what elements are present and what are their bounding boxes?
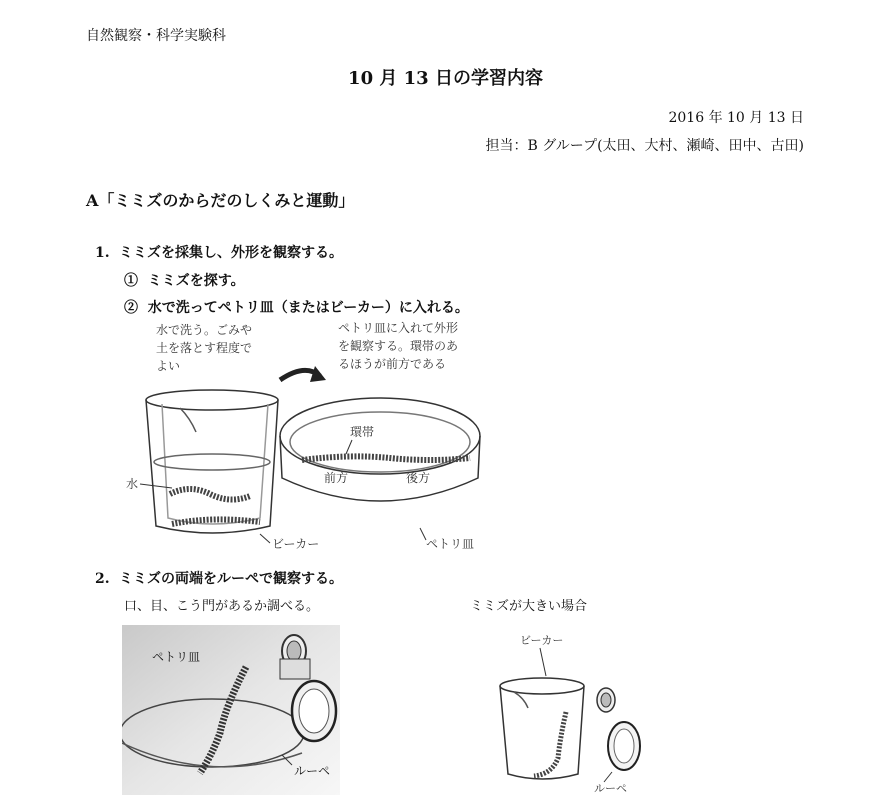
note-left-line-3: よい [156, 359, 181, 373]
label-loupe-2: ルーペ [294, 764, 331, 778]
item-1 [95, 242, 343, 262]
beaker-icon [146, 390, 278, 533]
item-1-number: 1. [95, 245, 110, 261]
label-water: 水 [126, 477, 139, 491]
staff-line: 担当：B グループ(太田、大村、瀬崎、田中、古田) [485, 138, 804, 154]
beaker-small-icon [500, 678, 584, 779]
section-a-heading: A「ミミズのからだのしくみと運動」 [86, 191, 355, 210]
note-right-line-2: を観察する。環帯のあ [338, 339, 459, 353]
label-clitellum: 環帯 [350, 425, 375, 439]
note-right-line-3: るほうが前方である [338, 357, 447, 371]
label-front: 前方 [324, 471, 349, 485]
note-left-line-1: 水で洗う。ごみや [156, 323, 253, 337]
item-2-text: ミミズの両端をルーペで観察する。 [119, 571, 343, 587]
loupe-small-icon [597, 688, 640, 770]
label-beaker: ビーカー [272, 537, 320, 551]
note-left-line-2: 土を落とす程度で [156, 341, 253, 355]
lesson-date: 2016 年 10 月 13 日 [668, 110, 804, 126]
caption-left: 口、目、こう門があるか調べる。 [124, 599, 320, 614]
step-2 [124, 297, 469, 317]
caption-right: ミミズが大きい場合 [470, 599, 588, 614]
label-back: 後方 [406, 471, 431, 485]
worm-in-beaker-icon [170, 489, 250, 500]
label-beaker-3: ビーカー [520, 634, 564, 647]
step-2-text: 水で洗ってペトリ皿（またはビーカー）に入れる。 [147, 300, 469, 316]
figure-washing-worm [120, 318, 500, 558]
step-2-marker: ② [124, 300, 138, 316]
label-loupe-3: ルーペ [594, 782, 627, 795]
step-1-marker: ① [124, 273, 138, 289]
step-1 [124, 270, 245, 290]
petri-dish-icon [280, 398, 480, 501]
step-1-text: ミミズを探す。 [147, 273, 245, 289]
page-title: 10 月 13 日の学習内容 [348, 68, 543, 89]
worm-small-icon [534, 712, 566, 776]
figure-loupe-dish [122, 625, 340, 795]
worm-in-dish-icon [302, 456, 470, 460]
item-1-text: ミミズを採集し、外形を観察する。 [119, 245, 343, 261]
item-2-number: 2. [95, 571, 110, 587]
label-petri-dish-2: ペトリ皿 [152, 650, 201, 664]
figure-loupe-beaker [494, 628, 654, 798]
note-right-line-1: ペトリ皿に入れて外形 [338, 321, 459, 335]
item-2 [95, 568, 343, 588]
department-label: 自然観察・科学実験科 [86, 28, 226, 44]
label-petri-dish: ペトリ皿 [426, 537, 475, 551]
